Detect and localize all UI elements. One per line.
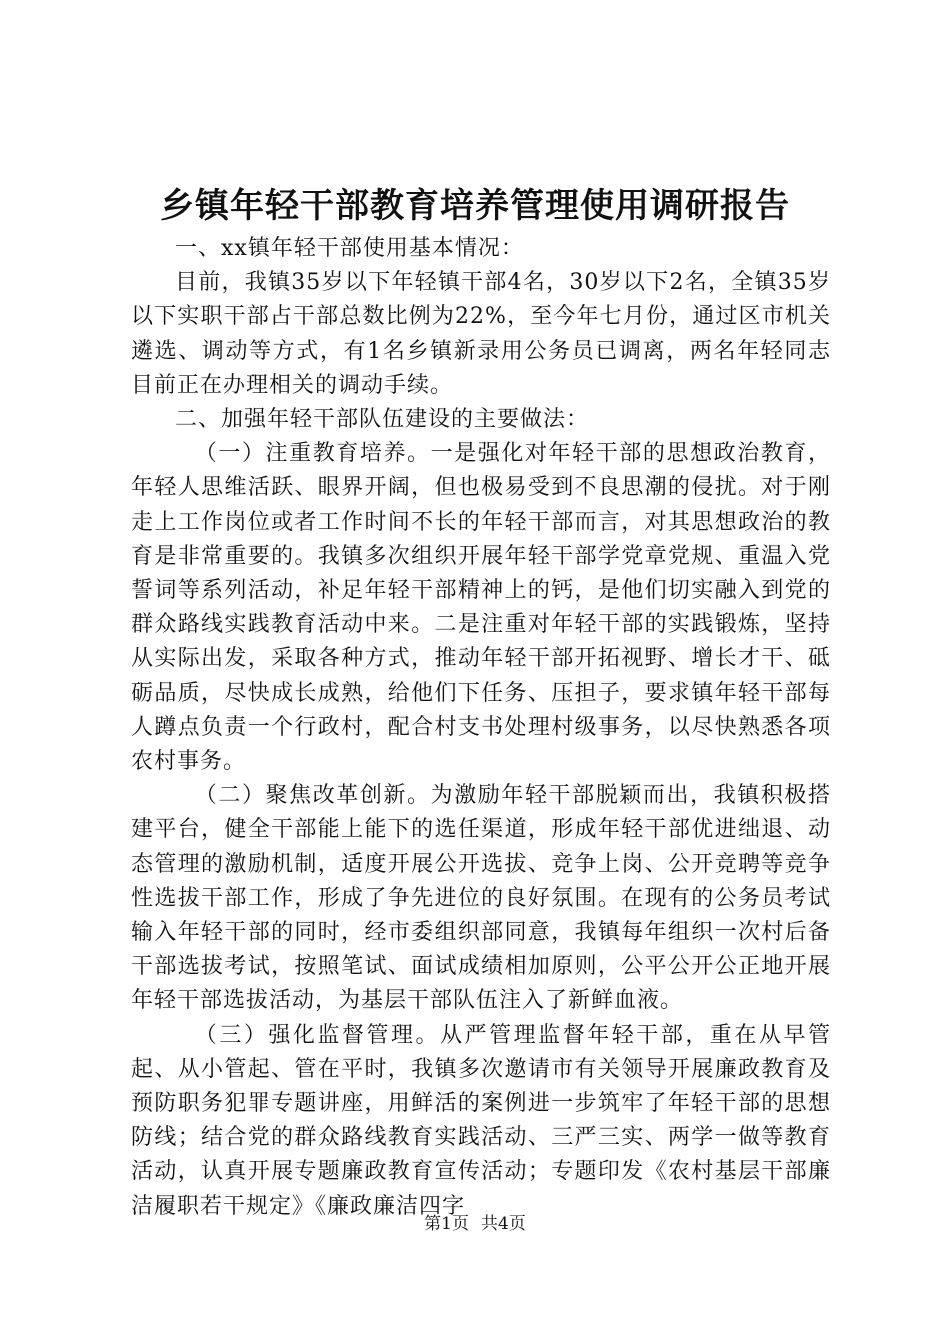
- paragraph-supervision-management: （三）强化监督管理。从严管理监督年轻干部，重在从早管起、从小管起、管在平时，我镇多次邀请市有关领导开展廉政教育及预防职务犯罪专题讲座，用鲜活的案例进一步筑牢了年轻干部的思想防线；结合党的群众路线教育实践活动、三严三实、两学一做等教育活动，认真开展专题廉政教育宣传活动；专题印发《农村基层干部廉洁履职若干规定》《廉政廉洁四字: [131, 1022, 831, 1219]
- page-number: 第1页: [424, 1214, 469, 1234]
- page-footer: [0, 1212, 950, 1236]
- document-title: 乡镇年轻干部教育培养管理使用调研报告: [160, 186, 790, 226]
- page-total: 共4页: [481, 1214, 526, 1234]
- section-heading-2: 二、加强年轻干部队伍建设的主要做法：: [175, 407, 590, 433]
- document-body: [131, 232, 831, 1224]
- paragraph-education-training: （一）注重教育培养。一是强化对年轻干部的思想政治教育，年轻人思维活跃、眼界开阔，但也极易受到不良思潮的侵扰。对于刚走上工作岗位或者工作时间不长的年轻干部而言，对其思想政治的教育是非常重要的。我镇多次组织开展年轻干部学党章党规、重温入党誓词等系列活动，补足年轻干部精神上的钙，是他们切实融入到党的群众路线实践教育活动中来。二是注重对年轻干部的实践锻炼，坚持从实际出发，采取各种方式，推动年轻干部开拓视野、增长才干、砥砺品质，尽快成长成熟，给他们下任务、压担子，要求镇年轻干部每人蹲点负责一个行政村，配合村支书处理村级事务，以尽快熟悉各项农村事务。: [131, 441, 831, 775]
- section-heading-1: 一、xx镇年轻干部使用基本情况：: [175, 236, 524, 261]
- paragraph-basic-situation: 目前，我镇35岁以下年轻镇干部4名，30岁以下2名，全镇35岁以下实职干部占干部总数比例为22%，至今年七月份，通过区市机关遴选、调动等方式，有1名乡镇新录用公务员已调离，两名年轻同志目前正在办理相关的调动手续。: [131, 270, 831, 398]
- paragraph-reform-innovation: （二）聚焦改革创新。为激励年轻干部脱颖而出，我镇积极搭建平台，健全干部能上能下的选任渠道，形成年轻干部优进绌退、动态管理的激励机制，适度开展公开选拔、竞争上岗、公开竞聘等竞争性选拔干部工作，形成了争先进位的良好氛围。在现有的公务员考试输入年轻干部的同时，经市委组织部同意，我镇每年组织一次村后备干部选拔考试，按照笔试、面试成绩相加原则，公平公开公正地开展年轻干部选拔活动，为基层干部队伍注入了新鲜血液。: [131, 783, 831, 1014]
